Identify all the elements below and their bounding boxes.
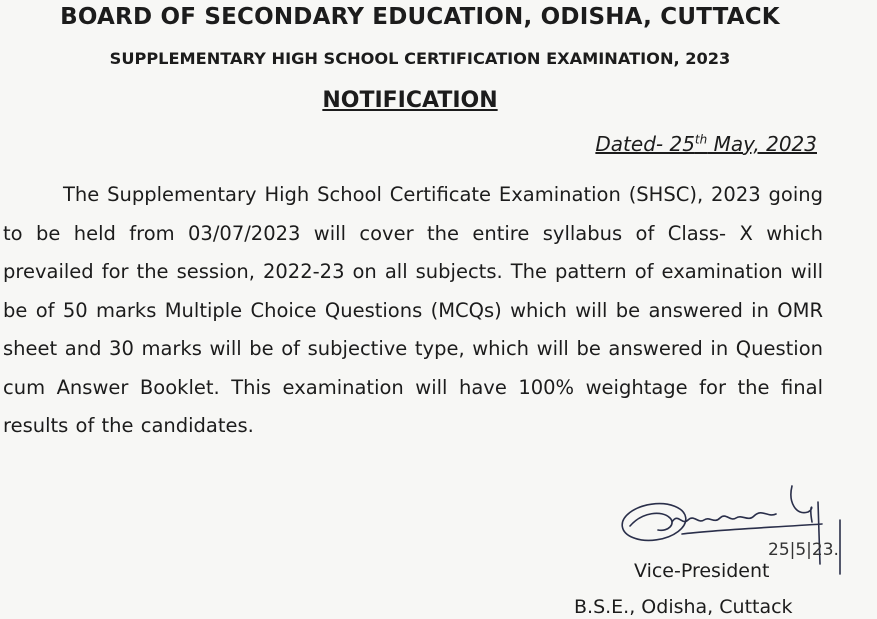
board-title: BOARD OF SECONDARY EDUCATION, ODISHA, CUTTACK [60, 4, 780, 30]
notification-date [595, 132, 817, 156]
date-suffix: May, 2023 [707, 132, 817, 156]
notification-heading: NOTIFICATION [322, 88, 498, 113]
signature-date: 25|5|23. [768, 540, 839, 560]
date-prefix: Dated- 25 [595, 132, 695, 156]
signatory-designation: Vice-President [634, 560, 770, 582]
date-ordinal: th [694, 132, 708, 147]
notification-body: The Supplementary High School Certificate Examination (SHSC), 2023 going to be held from 03/07/2023 will cover the entire syllabus of Class- X which prevailed for the session, 2022-23 on all subjects. The pattern of examination will be of 50 marks Multiple Choice Questions (MCQs) which will be answered in OMR sheet and 30 marks will be of subjective type, which will be answered in Question cum Answer Booklet. This examination will have 100% weightage for the final results of the candidates. [3, 183, 823, 437]
signatory-office: B.S.E., Odisha, Cuttack [574, 596, 793, 618]
exam-title: SUPPLEMENTARY HIGH SCHOOL CERTIFICATION EXAMINATION, 2023 [109, 49, 731, 68]
